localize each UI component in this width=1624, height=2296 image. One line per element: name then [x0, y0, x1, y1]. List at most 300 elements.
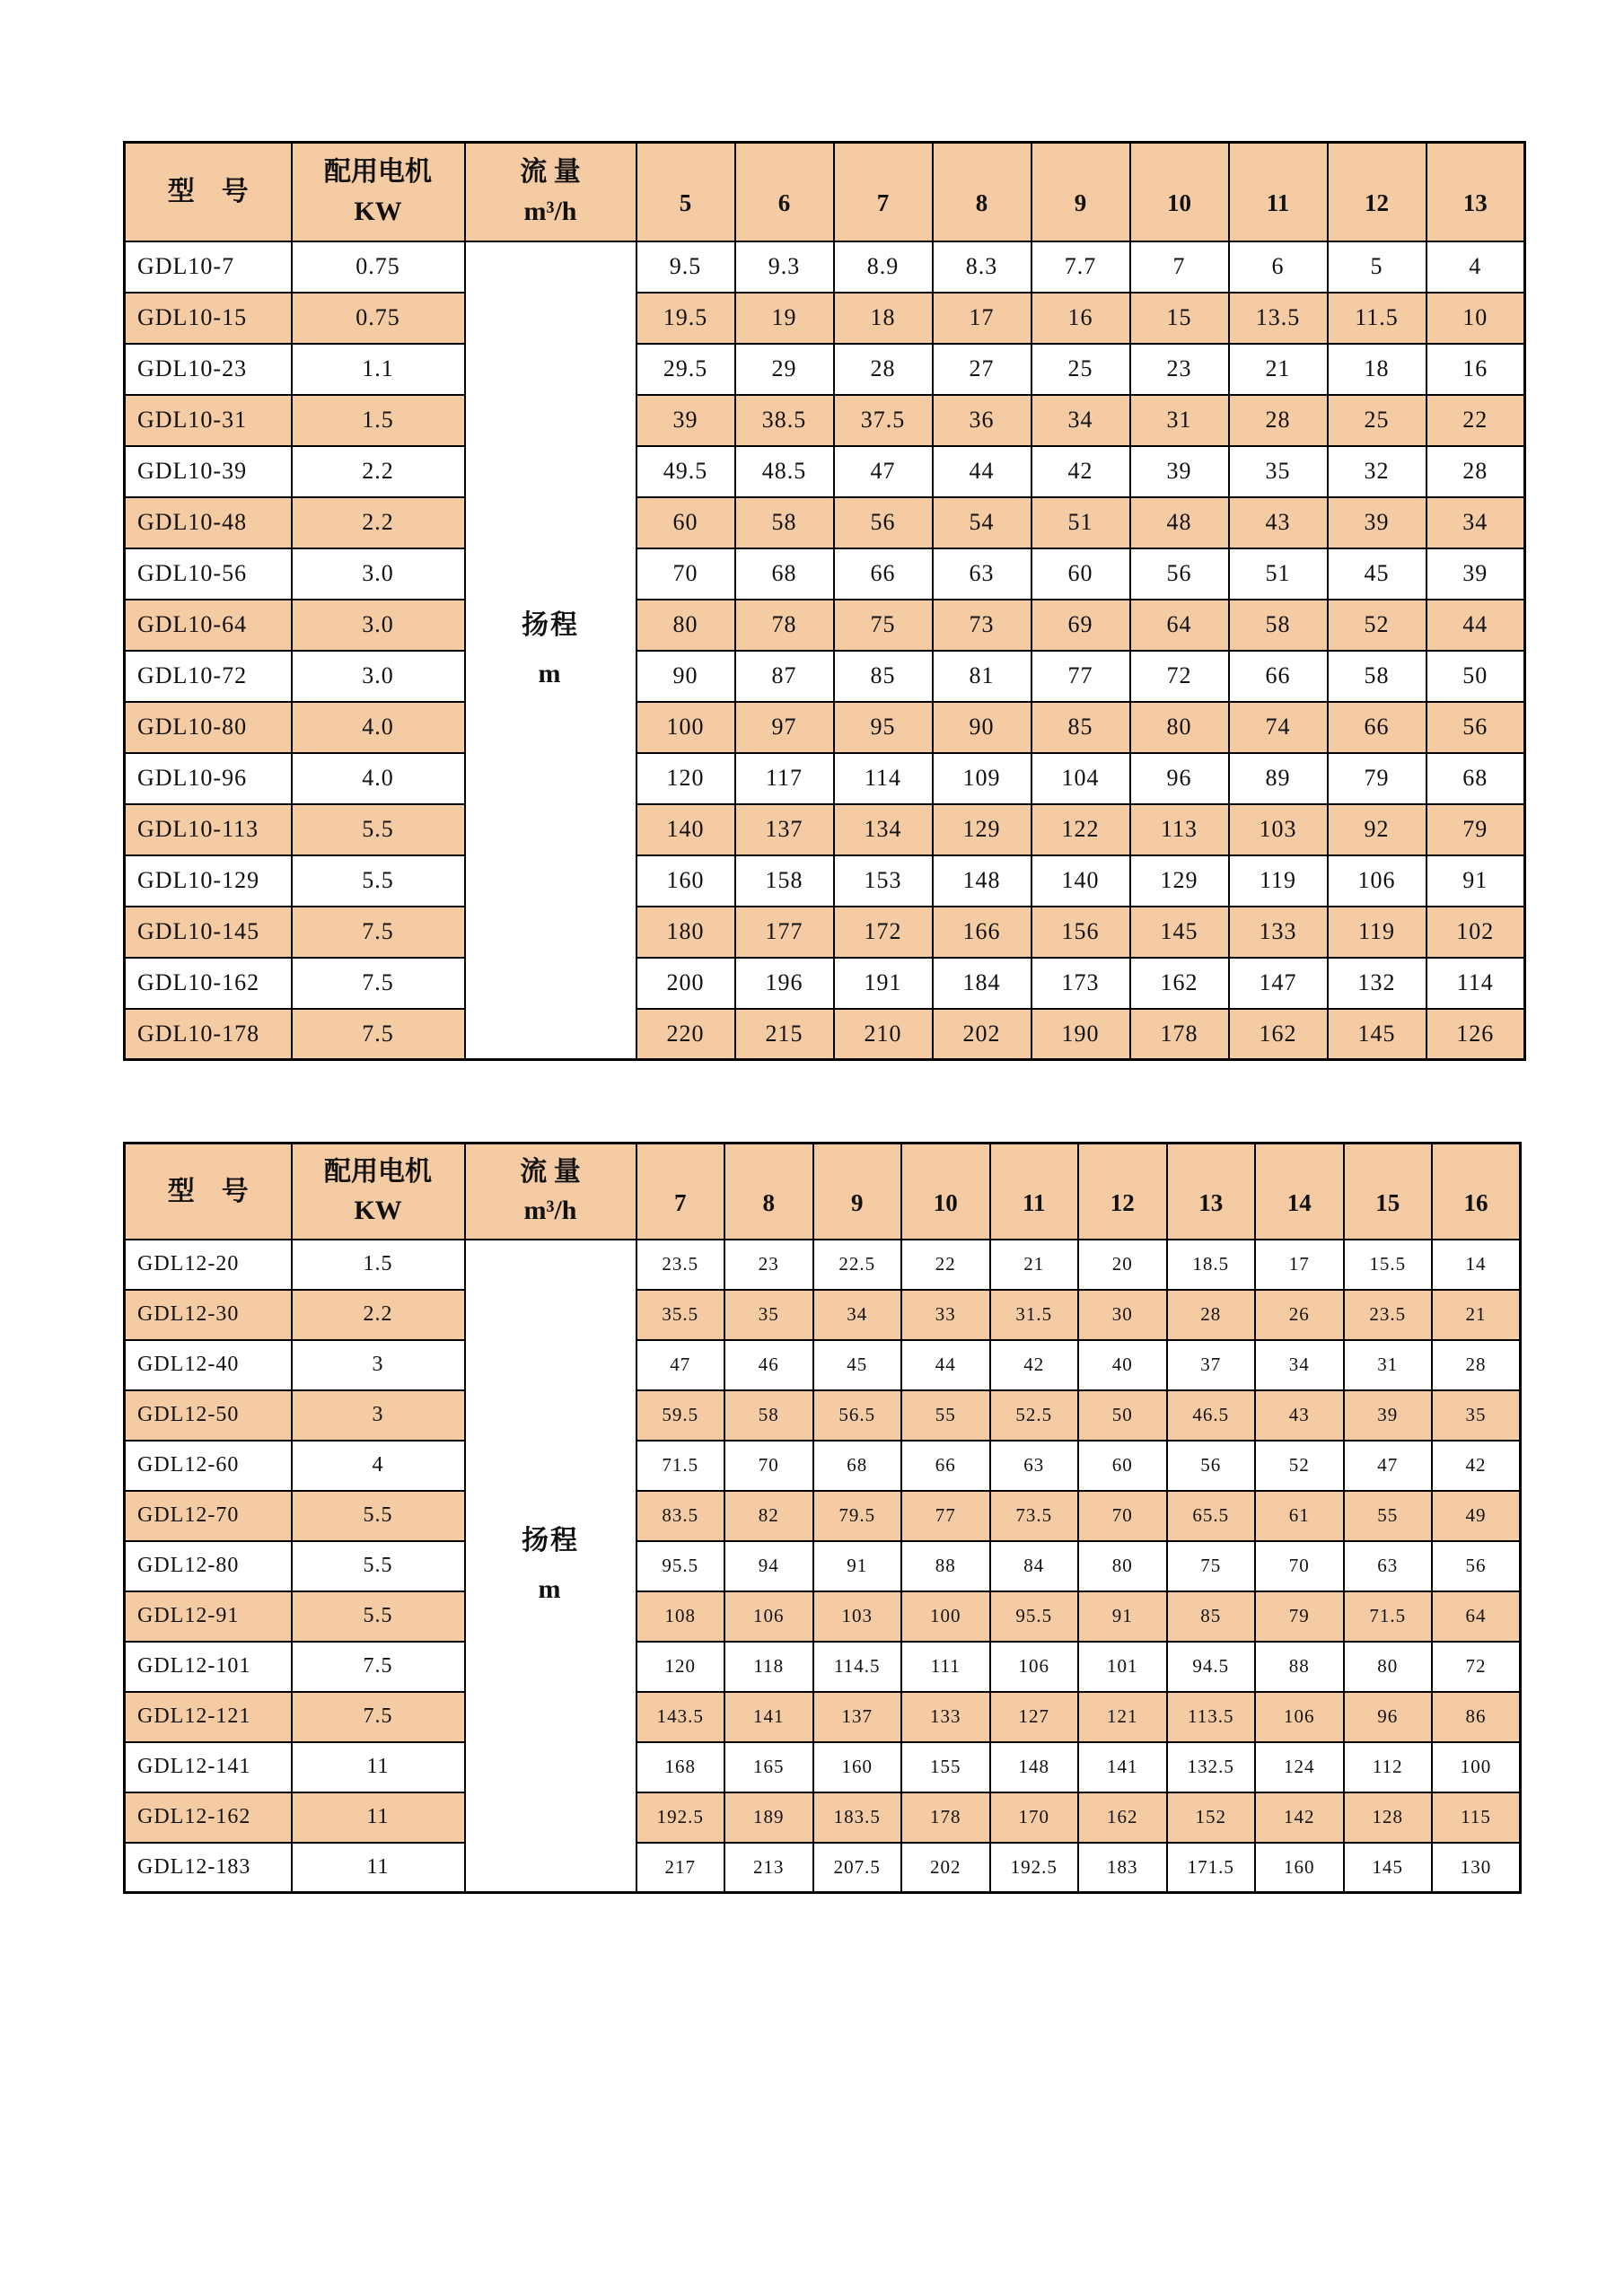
merged-label-line: m: [538, 659, 563, 689]
value-cell: 71.5: [1344, 1591, 1433, 1642]
value-cell: 210: [834, 1009, 933, 1060]
value-cell: 100: [636, 702, 735, 753]
value-cell: 119: [1229, 855, 1328, 907]
value-cell: 73: [933, 600, 1031, 651]
value-cell: 44: [901, 1340, 990, 1390]
value-cell: 15: [1130, 293, 1229, 344]
value-cell: 171.5: [1167, 1843, 1256, 1893]
value-cell: 9.5: [636, 241, 735, 293]
value-cell: 28: [1167, 1290, 1256, 1340]
table-row: [125, 1591, 1521, 1642]
value-cell: 23: [1130, 344, 1229, 395]
model-cell: GDL10-64: [125, 600, 292, 651]
col-header-flow-value: 10: [901, 1144, 990, 1240]
table-row: [125, 1390, 1521, 1441]
col-header-motor: [292, 1144, 465, 1240]
value-cell: 96: [1344, 1692, 1433, 1742]
value-cell: 52: [1255, 1441, 1344, 1491]
value-cell: 190: [1031, 1009, 1130, 1060]
header-line: 流 量: [520, 1156, 581, 1187]
table-row: [125, 1340, 1521, 1390]
table-row: [125, 1491, 1521, 1541]
value-cell: 81: [933, 651, 1031, 702]
value-cell: 79: [1328, 753, 1426, 804]
value-cell: 8.3: [933, 241, 1031, 293]
model-cell: GDL12-70: [125, 1491, 292, 1541]
model-cell: GDL10-162: [125, 958, 292, 1009]
value-cell: 5: [1328, 241, 1426, 293]
kw-cell: 3: [292, 1340, 465, 1390]
table-row: [125, 344, 1525, 395]
value-cell: 152: [1167, 1792, 1256, 1843]
value-cell: 43: [1229, 497, 1328, 548]
value-cell: 23.5: [1344, 1290, 1433, 1340]
model-cell: GDL10-113: [125, 804, 292, 855]
value-cell: 166: [933, 907, 1031, 958]
value-cell: 155: [901, 1742, 990, 1792]
value-cell: 66: [834, 548, 933, 600]
col-header-flow-value: 8: [724, 1144, 813, 1240]
value-cell: 122: [1031, 804, 1130, 855]
kw-cell: 2.2: [292, 1290, 465, 1340]
value-cell: 91: [813, 1541, 902, 1591]
value-cell: 7: [1130, 241, 1229, 293]
value-cell: 27: [933, 344, 1031, 395]
value-cell: 79: [1255, 1591, 1344, 1642]
gdl10-spec-table: [123, 141, 1526, 1061]
model-cell: GDL12-80: [125, 1541, 292, 1591]
header-line: KW: [354, 1196, 402, 1226]
table-row: [125, 497, 1525, 548]
value-cell: 202: [901, 1843, 990, 1893]
value-cell: 29: [735, 344, 834, 395]
value-cell: 153: [834, 855, 933, 907]
value-cell: 89: [1229, 753, 1328, 804]
value-cell: 58: [735, 497, 834, 548]
value-cell: 45: [813, 1340, 902, 1390]
table-row: [125, 702, 1525, 753]
value-cell: 7.7: [1031, 241, 1130, 293]
value-cell: 140: [636, 804, 735, 855]
value-cell: 16: [1426, 344, 1525, 395]
table-row: [125, 1541, 1521, 1591]
header-line: m³/h: [523, 1196, 577, 1226]
value-cell: 40: [1078, 1340, 1167, 1390]
kw-cell: 1.5: [292, 1240, 465, 1290]
value-cell: 19: [735, 293, 834, 344]
value-cell: 102: [1426, 907, 1525, 958]
value-cell: 114.5: [813, 1642, 902, 1692]
value-cell: 92: [1328, 804, 1426, 855]
value-cell: 108: [636, 1591, 725, 1642]
header-line: m³/h: [523, 196, 577, 226]
value-cell: 75: [834, 600, 933, 651]
value-cell: 74: [1229, 702, 1328, 753]
table-row: [125, 600, 1525, 651]
value-cell: 202: [933, 1009, 1031, 1060]
gdl12-spec-table: [123, 1142, 1522, 1894]
value-cell: 200: [636, 958, 735, 1009]
value-cell: 129: [933, 804, 1031, 855]
value-cell: 106: [1255, 1692, 1344, 1742]
table-row: [125, 548, 1525, 600]
value-cell: 23.5: [636, 1240, 725, 1290]
kw-cell: 4: [292, 1441, 465, 1491]
value-cell: 85: [834, 651, 933, 702]
kw-cell: 5.5: [292, 1491, 465, 1541]
value-cell: 51: [1229, 548, 1328, 600]
value-cell: 4: [1426, 241, 1525, 293]
value-cell: 94.5: [1167, 1642, 1256, 1692]
value-cell: 84: [990, 1541, 1079, 1591]
value-cell: 26: [1255, 1290, 1344, 1340]
value-cell: 60: [1078, 1441, 1167, 1491]
value-cell: 54: [933, 497, 1031, 548]
value-cell: 162: [1130, 958, 1229, 1009]
value-cell: 148: [990, 1742, 1079, 1792]
col-header-flow-value: 13: [1167, 1144, 1256, 1240]
value-cell: 33: [901, 1290, 990, 1340]
value-cell: 16: [1031, 293, 1130, 344]
value-cell: 31: [1344, 1340, 1433, 1390]
value-cell: 79.5: [813, 1491, 902, 1541]
col-header-flow-value: 9: [813, 1144, 902, 1240]
value-cell: 96: [1130, 753, 1229, 804]
value-cell: 165: [724, 1742, 813, 1792]
model-cell: GDL12-60: [125, 1441, 292, 1491]
value-cell: 132: [1328, 958, 1426, 1009]
value-cell: 95.5: [990, 1591, 1079, 1642]
kw-cell: 3.0: [292, 651, 465, 702]
value-cell: 178: [1130, 1009, 1229, 1060]
value-cell: 39: [1426, 548, 1525, 600]
value-cell: 80: [1344, 1642, 1433, 1692]
kw-cell: 7.5: [292, 907, 465, 958]
value-cell: 70: [1255, 1541, 1344, 1591]
value-cell: 49.5: [636, 446, 735, 497]
value-cell: 141: [724, 1692, 813, 1742]
value-cell: 160: [813, 1742, 902, 1792]
value-cell: 56: [1432, 1541, 1521, 1591]
kw-cell: 5.5: [292, 1541, 465, 1591]
value-cell: 148: [933, 855, 1031, 907]
value-cell: 34: [813, 1290, 902, 1340]
value-cell: 90: [933, 702, 1031, 753]
value-cell: 34: [1426, 497, 1525, 548]
value-cell: 77: [1031, 651, 1130, 702]
value-cell: 196: [735, 958, 834, 1009]
value-cell: 183.5: [813, 1792, 902, 1843]
value-cell: 170: [990, 1792, 1079, 1843]
model-cell: GDL12-162: [125, 1792, 292, 1843]
value-cell: 28: [1426, 446, 1525, 497]
value-cell: 173: [1031, 958, 1130, 1009]
value-cell: 215: [735, 1009, 834, 1060]
value-cell: 39: [636, 395, 735, 446]
value-cell: 18: [834, 293, 933, 344]
value-cell: 32: [1328, 446, 1426, 497]
value-cell: 117: [735, 753, 834, 804]
value-cell: 72: [1130, 651, 1229, 702]
table-row: [125, 855, 1525, 907]
value-cell: 100: [901, 1591, 990, 1642]
value-cell: 80: [1130, 702, 1229, 753]
value-cell: 121: [1078, 1692, 1167, 1742]
value-cell: 22: [1426, 395, 1525, 446]
col-header-flow-value: 13: [1426, 143, 1525, 241]
value-cell: 35: [1229, 446, 1328, 497]
value-cell: 183: [1078, 1843, 1167, 1893]
value-cell: 48: [1130, 497, 1229, 548]
kw-cell: 3.0: [292, 600, 465, 651]
value-cell: 17: [933, 293, 1031, 344]
value-cell: 60: [636, 497, 735, 548]
value-cell: 77: [901, 1491, 990, 1541]
value-cell: 51: [1031, 497, 1130, 548]
value-cell: 83.5: [636, 1491, 725, 1541]
value-cell: 88: [901, 1541, 990, 1591]
value-cell: 37.5: [834, 395, 933, 446]
col-header-flow-value: 7: [636, 1144, 725, 1240]
value-cell: 52.5: [990, 1390, 1079, 1441]
value-cell: 30: [1078, 1290, 1167, 1340]
col-header-flow-value: 9: [1031, 143, 1130, 241]
value-cell: 112: [1344, 1742, 1433, 1792]
value-cell: 35.5: [636, 1290, 725, 1340]
value-cell: 82: [724, 1491, 813, 1541]
value-cell: 145: [1328, 1009, 1426, 1060]
value-cell: 88: [1255, 1642, 1344, 1692]
header-line: 配用电机: [324, 1156, 432, 1187]
value-cell: 85: [1167, 1591, 1256, 1642]
model-cell: GDL10-96: [125, 753, 292, 804]
value-cell: 94: [724, 1541, 813, 1591]
value-cell: 22.5: [813, 1240, 902, 1290]
value-cell: 118: [724, 1642, 813, 1692]
col-header-flow: [465, 143, 636, 241]
col-header-motor: [292, 143, 465, 241]
value-cell: 133: [1229, 907, 1328, 958]
value-cell: 9.3: [735, 241, 834, 293]
table-row: [125, 651, 1525, 702]
value-cell: 56.5: [813, 1390, 902, 1441]
value-cell: 113.5: [1167, 1692, 1256, 1742]
value-cell: 192.5: [636, 1792, 725, 1843]
merged-label-line: 扬程: [522, 610, 579, 641]
table-row: [125, 1441, 1521, 1491]
value-cell: 35: [724, 1290, 813, 1340]
kw-cell: 11: [292, 1843, 465, 1893]
value-cell: 140: [1031, 855, 1130, 907]
value-cell: 86: [1432, 1692, 1521, 1742]
table-row: [125, 1792, 1521, 1843]
col-header-flow: [465, 1144, 636, 1240]
model-cell: GDL10-15: [125, 293, 292, 344]
value-cell: 143.5: [636, 1692, 725, 1742]
value-cell: 145: [1130, 907, 1229, 958]
value-cell: 58: [724, 1390, 813, 1441]
col-header-flow-value: 8: [933, 143, 1031, 241]
value-cell: 39: [1328, 497, 1426, 548]
value-cell: 177: [735, 907, 834, 958]
value-cell: 64: [1432, 1591, 1521, 1642]
value-cell: 133: [901, 1692, 990, 1742]
value-cell: 162: [1229, 1009, 1328, 1060]
table-header: [125, 1144, 1521, 1240]
col-header-flow-value: 16: [1432, 1144, 1521, 1240]
value-cell: 80: [636, 600, 735, 651]
value-cell: 70: [724, 1441, 813, 1491]
model-cell: GDL12-20: [125, 1240, 292, 1290]
value-cell: 65.5: [1167, 1491, 1256, 1541]
value-cell: 97: [735, 702, 834, 753]
value-cell: 56: [1130, 548, 1229, 600]
value-cell: 15.5: [1344, 1240, 1433, 1290]
value-cell: 156: [1031, 907, 1130, 958]
value-cell: 47: [834, 446, 933, 497]
value-cell: 120: [636, 753, 735, 804]
value-cell: 66: [901, 1441, 990, 1491]
value-cell: 31.5: [990, 1290, 1079, 1340]
table-row: [125, 753, 1525, 804]
value-cell: 189: [724, 1792, 813, 1843]
kw-cell: 2.2: [292, 446, 465, 497]
value-cell: 19.5: [636, 293, 735, 344]
value-cell: 25: [1328, 395, 1426, 446]
value-cell: 45: [1328, 548, 1426, 600]
table-row: [125, 446, 1525, 497]
table-row: [125, 1009, 1525, 1060]
value-cell: 35: [1432, 1390, 1521, 1441]
value-cell: 58: [1328, 651, 1426, 702]
value-cell: 132.5: [1167, 1742, 1256, 1792]
value-cell: 37: [1167, 1340, 1256, 1390]
value-cell: 43: [1255, 1390, 1344, 1441]
model-cell: GDL10-56: [125, 548, 292, 600]
kw-cell: 1.1: [292, 344, 465, 395]
value-cell: 71.5: [636, 1441, 725, 1491]
value-cell: 28: [1229, 395, 1328, 446]
model-cell: GDL10-31: [125, 395, 292, 446]
value-cell: 192.5: [990, 1843, 1079, 1893]
value-cell: 68: [813, 1441, 902, 1491]
col-header-flow-value: 12: [1078, 1144, 1167, 1240]
value-cell: 111: [901, 1642, 990, 1692]
value-cell: 58: [1229, 600, 1328, 651]
value-cell: 75: [1167, 1541, 1256, 1591]
col-header-flow-value: 11: [990, 1144, 1079, 1240]
value-cell: 207.5: [813, 1843, 902, 1893]
value-cell: 8.9: [834, 241, 933, 293]
header-row: [125, 1144, 1521, 1240]
value-cell: 63: [990, 1441, 1079, 1491]
value-cell: 100: [1432, 1742, 1521, 1792]
value-cell: 115: [1432, 1792, 1521, 1843]
value-cell: 64: [1130, 600, 1229, 651]
table-row: [125, 395, 1525, 446]
value-cell: 127: [990, 1692, 1079, 1742]
value-cell: 47: [636, 1340, 725, 1390]
value-cell: 46.5: [1167, 1390, 1256, 1441]
value-cell: 80: [1078, 1541, 1167, 1591]
value-cell: 119: [1328, 907, 1426, 958]
value-cell: 101: [1078, 1642, 1167, 1692]
value-cell: 106: [724, 1591, 813, 1642]
table-row: [125, 293, 1525, 344]
value-cell: 73.5: [990, 1491, 1079, 1541]
value-cell: 42: [1432, 1441, 1521, 1491]
value-cell: 104: [1031, 753, 1130, 804]
model-cell: GDL12-40: [125, 1340, 292, 1390]
value-cell: 213: [724, 1843, 813, 1893]
kw-cell: 7.5: [292, 958, 465, 1009]
value-cell: 50: [1078, 1390, 1167, 1441]
value-cell: 68: [1426, 753, 1525, 804]
col-header-flow-value: 15: [1344, 1144, 1433, 1240]
value-cell: 10: [1426, 293, 1525, 344]
model-cell: GDL10-7: [125, 241, 292, 293]
value-cell: 70: [636, 548, 735, 600]
value-cell: 22: [901, 1240, 990, 1290]
kw-cell: 0.75: [292, 293, 465, 344]
kw-cell: 7.5: [292, 1692, 465, 1742]
model-cell: GDL12-91: [125, 1591, 292, 1642]
value-cell: 60: [1031, 548, 1130, 600]
model-cell: GDL12-30: [125, 1290, 292, 1340]
value-cell: 158: [735, 855, 834, 907]
value-cell: 28: [834, 344, 933, 395]
model-cell: GDL10-23: [125, 344, 292, 395]
value-cell: 184: [933, 958, 1031, 1009]
value-cell: 137: [813, 1692, 902, 1742]
kw-cell: 4.0: [292, 702, 465, 753]
value-cell: 129: [1130, 855, 1229, 907]
head-unit-merged-cell: [465, 1240, 636, 1893]
value-cell: 106: [1328, 855, 1426, 907]
table-row: [125, 804, 1525, 855]
value-cell: 17: [1255, 1240, 1344, 1290]
value-cell: 178: [901, 1792, 990, 1843]
value-cell: 48.5: [735, 446, 834, 497]
value-cell: 21: [1229, 344, 1328, 395]
value-cell: 28: [1432, 1340, 1521, 1390]
value-cell: 160: [1255, 1843, 1344, 1893]
table-row: [125, 1742, 1521, 1792]
value-cell: 91: [1426, 855, 1525, 907]
kw-cell: 0.75: [292, 241, 465, 293]
value-cell: 217: [636, 1843, 725, 1893]
kw-cell: 3.0: [292, 548, 465, 600]
col-header-flow-value: 7: [834, 143, 933, 241]
model-cell: GDL10-48: [125, 497, 292, 548]
value-cell: 87: [735, 651, 834, 702]
kw-cell: 11: [292, 1742, 465, 1792]
col-header-flow-value: 6: [735, 143, 834, 241]
value-cell: 145: [1344, 1843, 1433, 1893]
value-cell: 120: [636, 1642, 725, 1692]
value-cell: 52: [1328, 600, 1426, 651]
model-cell: GDL10-129: [125, 855, 292, 907]
kw-cell: 1.5: [292, 395, 465, 446]
value-cell: 31: [1130, 395, 1229, 446]
value-cell: 13.5: [1229, 293, 1328, 344]
model-cell: GDL12-50: [125, 1390, 292, 1441]
value-cell: 124: [1255, 1742, 1344, 1792]
value-cell: 46: [724, 1340, 813, 1390]
value-cell: 61: [1255, 1491, 1344, 1541]
value-cell: 114: [1426, 958, 1525, 1009]
value-cell: 147: [1229, 958, 1328, 1009]
